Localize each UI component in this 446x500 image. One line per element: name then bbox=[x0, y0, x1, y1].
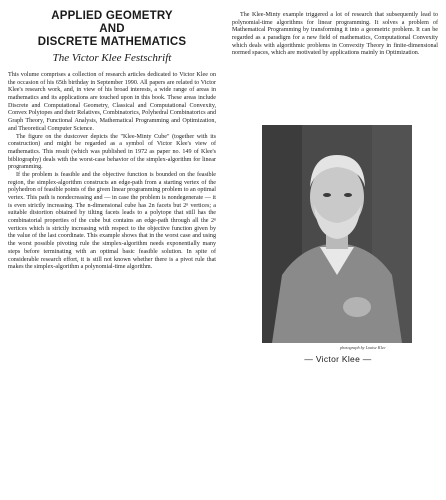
book-title bbox=[8, 10, 216, 49]
paragraph-intro: This volume comprises a collection of research articles dedicated to Victor Klee on the occasion of his 65th birthday in September 1990. All papers are related to Victor Klee's research work, and, in view of his broad interests, a wide range of areas in mathematics and its applications are touched upon in this book. These areas include Discrete and Computational Geometry, Classical and Computational Convexity, Convex Polytopes and their Relatives, Combinatorics, Polyhedral Combinatorics and Graph Theory, Functional Analysis, Mathematical Programming and Optimization, and Theoretical Computer Science. bbox=[8, 72, 216, 132]
title-line-3: DISCRETE MATHEMATICS bbox=[37, 36, 187, 48]
right-column bbox=[232, 0, 438, 58]
book-subtitle: The Victor Klee Festschrift bbox=[52, 52, 172, 64]
paragraph-dustcover: The figure on the dustcover depicts the "Klee-Minty Cube" (together with its construction) and might be regarded as a symbol of Victor Klee's view of mathematics. This result (which was published in 1972 as paper no. 149 of Klee's bibliography) deals with the worst-case behavior of the simplex-algorithm for linear programming. bbox=[8, 133, 216, 171]
portrait-photo bbox=[262, 125, 412, 343]
title-line-2: AND bbox=[99, 23, 125, 35]
paragraph-simplex: If the problem is feasible and the objective function is bounded on the feasible region, the simplex-algorithm constructs an edge-path from a starting vertex of the polyhedron of feasible points of the given linear programming problem to an optimal vertex. This path is nondecreasing and — in case the problem is nondegenerate — it is even strictly increasing. The n-dimensional cube has 2n facets but 2ⁿ vertices; a suitable distortion obtained by tilting facets leads to a polytope that still has the combinatorial properties of the cube but contains an edge-path through all the 2ⁿ vertices which is strictly increasing with respect to the objective function given by the value of the last coordinate. This example shows that in the worst case and using the worst possible pivoting rule the simplex-algorithm needs exponentially many steps before terminating with an optimal basic feasible solution. In spite of considerable research effort, it is still not known whether there is a pivot rule that makes the simplex-algorithm a polynomial-time algorithm. bbox=[8, 171, 216, 271]
photo-caption: — Victor Klee — bbox=[304, 354, 372, 364]
photo-credit: photograph by Louise Klee bbox=[340, 345, 386, 350]
portrait-illustration bbox=[262, 125, 412, 343]
paragraph-klee-minty: The Klee-Minty example triggered a lot of research that subsequently lead to polynomial-time algorithms for linear programming. It solves a problem of Mathematical Programming by transforming it into a geometric problem. It can be regarded as a paradigm for a new field of mathematics, Computational Convexity which deals with algorithmic problems in Convexity Theory in finite-dimensional normed spaces, which are motivated by applications mainly in Optimization. bbox=[232, 12, 438, 57]
title-line-1: APPLIED GEOMETRY bbox=[51, 10, 173, 22]
left-column bbox=[8, 0, 216, 272]
